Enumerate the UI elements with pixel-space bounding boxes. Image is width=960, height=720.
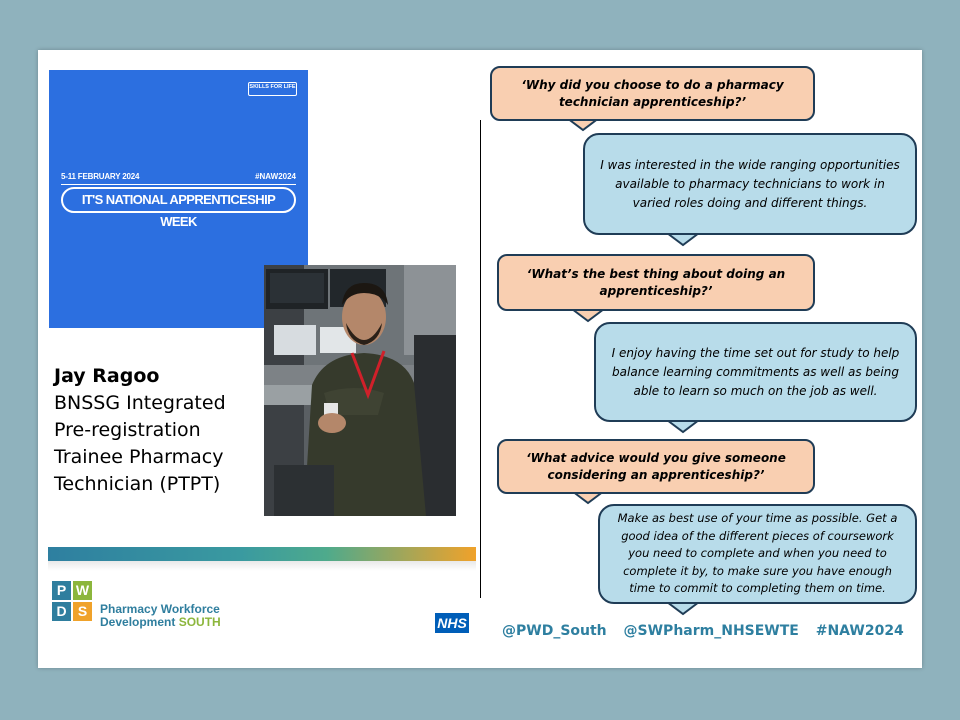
gradient-bar-shadow (48, 561, 476, 571)
profile-role-line: Trainee Pharmacy (54, 446, 224, 468)
nhs-logo: NHS (435, 613, 469, 633)
answer-1-bubble: I was interested in the wide ranging opportunities available to pharmacy technicians to work in varied roles doing and different things. (583, 133, 917, 235)
column-divider (480, 120, 481, 598)
answer-2-tail (665, 420, 705, 434)
answer-1-tail (665, 233, 705, 247)
profile-photo (264, 265, 456, 516)
logo-line-3: SOUTH (178, 615, 221, 629)
question-3-bubble: ‘What advice would you give someone considering an apprenticeship?’ (497, 439, 815, 494)
answer-3-bubble: Make as best use of your time as possible. Get a good idea of the different pieces of coursework you need to complete and when you need to complete it by, to make sure you have enough time to commit to completing them on time. (598, 504, 917, 604)
profile-role-line: Pre-registration (54, 419, 201, 441)
profile-role-line: Technician (PTPT) (54, 473, 221, 495)
logo-tile-p: P (52, 581, 71, 600)
skills-for-life-badge: SKILLS FOR LIFE (248, 82, 297, 96)
handle-pwd-south[interactable]: @PWD_South (502, 623, 607, 639)
answer-2-bubble: I enjoy having the time set out for study to help balance learning commitments as well as being able to learn so much on the job as well. (594, 322, 917, 422)
question-1-bubble: ‘Why did you choose to do a pharmacy technician apprenticeship?’ (490, 66, 815, 121)
question-2-tail (570, 309, 610, 323)
banner-divider (61, 184, 296, 185)
profile-role-line: BNSSG Integrated (54, 392, 226, 414)
banner-hashtag: #NAW2024 (255, 172, 296, 181)
profile-block (54, 363, 226, 498)
handle-hashtag[interactable]: #NAW2024 (815, 623, 904, 639)
banner-headline: IT'S NATIONAL APPRENTICESHIP WEEK (61, 187, 296, 213)
logo-text (100, 603, 270, 629)
logo-tile-w: W (73, 581, 92, 600)
social-handles (502, 623, 916, 639)
gradient-bar (48, 547, 476, 561)
logo-tile-s: S (73, 602, 92, 621)
handle-swpharm[interactable]: @SWPharm_NHSEWTE (623, 623, 799, 639)
logo-tiles (52, 581, 94, 623)
logo-line-2: Development (100, 615, 176, 629)
logo-line-1: Pharmacy Workforce (100, 602, 220, 616)
profile-name: Jay Ragoo (54, 365, 160, 387)
question-2-bubble: ‘What’s the best thing about doing an apprenticeship?’ (497, 254, 815, 311)
answer-3-tail (665, 602, 705, 616)
banner-dates: 5-11 FEBRUARY 2024 (61, 172, 140, 181)
logo-tile-d: D (52, 602, 71, 621)
slide (38, 50, 922, 668)
